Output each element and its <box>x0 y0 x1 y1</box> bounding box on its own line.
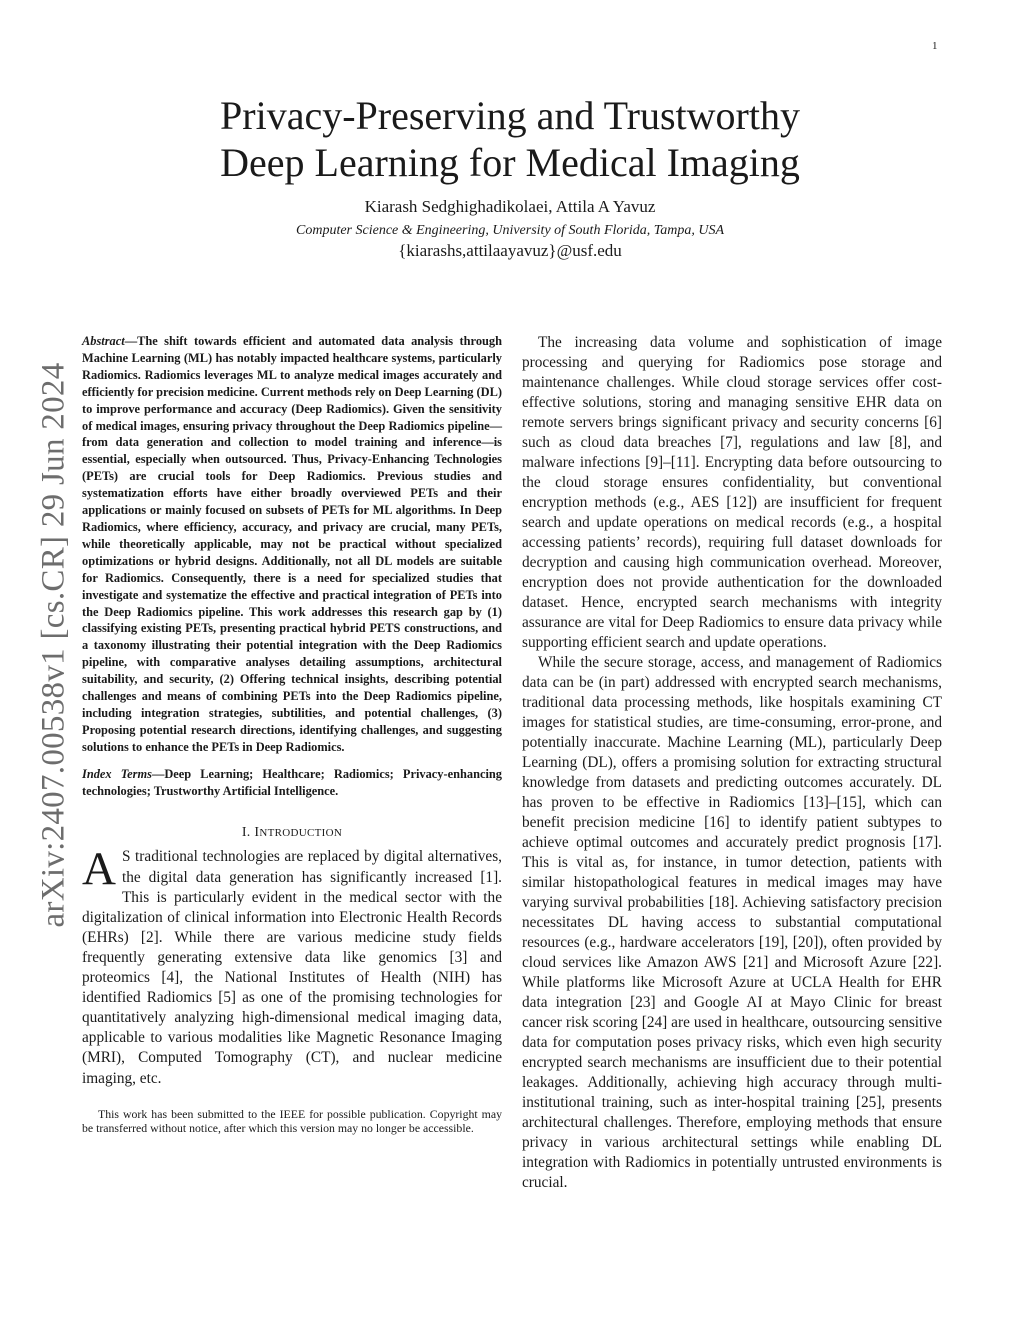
abstract-text: —The shift towards efficient and automated data analysis through Machine Learning (ML) has notably impacted healthcare systems, particularly Radiomics. Radiomics leverages ML to analyze medical images accurately and efficiently for precision medicine. Current methods rely on Deep Learning (DL) to improve performance and accuracy (Deep Radiomics). Given the sensitivity of medical images, ensuring privacy throughout the Deep Radiomics pipeline—from data generation and collection to model training and inference—is essential, especially when outsourced. Thus, Privacy-Enhancing Technologies (PETs) are crucial tools for Deep Radiomics. Previous studies and systematization efforts have either broadly overviewed PETs and their applications or mainly focused on subsets of PETs for ML algorithms. In Deep Radiomics, where efficiency, accuracy, and privacy are crucial, many PETs, while theoretically applicable, may not be practical without specialized optimizations or hybrid designs. Additionally, not all DL models are suitable for Radiomics. Consequently, there is a need for specialized studies that investigate and systematize the effective and practical integration of PETs into the Deep Radiomics pipeline. This work addresses this research gap by (1) classifying existing PETs, presenting practical hybrid PETS constructions, and a taxonomy illustrating their potential integration with the Deep Radiomics pipeline, with comparative analyses detailing assumptions, architectural suitability, and security, (2) Offering technical insights, describing potential challenges and means of combining PETs into the Deep Radiomics pipeline, including integration strategies, subtilities, and potential challenges, (3) Proposing potential research directions, identifying challenges, and suggesting solutions to enhance the PETs in Deep Radiomics. <box>82 334 502 754</box>
section-number: I. <box>241 825 251 841</box>
right-column <box>522 333 942 1193</box>
body-paragraph-2: While the secure storage, access, and management of Radiomics data can be (in part) addressed with encrypted search mechanisms, traditional data processing methods, like hospitals examining CT images for statistical studies, are time-consuming, error-prone, and potentially inaccurate. Machine Learning (ML), particularly Deep Learning (DL), offers a promising solution for extracting structural knowledge from datasets and predicting outcomes accurately. DL has proven to be effective in Radiomics [13]–[15], which can benefit precision medicine [16] to identify patient subtypes to achieve optimal outcomes and accurately predict prognosis [17]. This is vital as, for instance, in tumor detection, patients with similar histopathological features in medical images may have varying survival probabilities [18]. Achieving satisfactory precision necessitates DL having access to substantial computational resources (e.g., hardware accelerators [19], [20]), often provided by cloud services like Amazon AWS [21] and Microsoft Azure [22]. While platforms like Microsoft Azure at UCLA Health for EHR data integration [23] and Google AI at Mayo Clinic for breast cancer risk scoring [24] are used in healthcare, outsourcing sensitive data for computation poses privacy risks, which even high security encrypted search mechanisms are insufficient due to their potential leakages. Additionally, achieving high accuracy through multi-institutional training, such as inter-hospital training [25], presents architectural challenges. Therefore, employing methods that ensure privacy in various architectural settings while enabling DL integration with Radiomics in potentially untrusted environments is crucial. <box>522 654 942 1191</box>
left-column <box>82 333 502 1136</box>
section-heading-introduction <box>82 825 502 841</box>
index-terms-label: Index Terms <box>82 766 152 781</box>
arxiv-identifier-text: arXiv:2407.00538v1 [cs.CR] 29 Jun 2024 <box>35 362 72 928</box>
introduction-text: S traditional technologies are replaced by digital alternatives, the digital data generation has significantly increased [1]. This is particularly evident in the medical sector with the digitalization of clinical information into Electronic Health Records (EHRs) [2]. While there are various medicine study fields frequently generating extensive data like genomics [3] and proteomics [4], the National Institutes of Health (NIH) has identified Radiomics [5] as one of the promising technologies for quantitatively analyzing high-dimensional medical imaging data, applicable to various modalities like Magnetic Resonance Imaging (MRI), Computed Tomography (CT), and nuclear medicine imaging, etc. <box>82 848 502 1087</box>
abstract <box>82 333 502 756</box>
abstract-label: Abstract <box>82 334 125 348</box>
affiliation: Computer Science & Engineering, University of South Florida, Tampa, USA <box>296 223 724 238</box>
footnote: This work has been submitted to the IEEE for possible publication. Copyright may be transferred without notice, after which this version may no longer be accessible. <box>82 1106 502 1136</box>
section-title-first-letter: I <box>254 825 260 841</box>
introduction-paragraph <box>82 843 502 1088</box>
paper-title <box>150 92 870 186</box>
index-terms-text: —Deep Learning; Healthcare; Radiomics; Privacy-enhancing technologies; Trustworthy Artificial Intelligence. <box>82 766 502 798</box>
page-number: 1 <box>932 40 938 52</box>
body-paragraph-1: The increasing data volume and sophistication of image processing and querying for Radiomics pose storage and maintenance challenges. While cloud storage services offer cost-effective solutions, storing and managing sensitive EHR data on remote servers brings significant privacy and security concerns [6] such as cloud data breaches [7], regulations and law [8], and malware infections [9]–[11]. Encrypting data before outsourcing to the cloud storage ensures confidentiality, but conventional encryption methods (e.g., AES [12]) are insufficient for frequent search and update operations on medical records (e.g., a hospital accessing patients’ records), requiring full dataset downloads for decryption and causing high communication overhead. Moreover, encryption does not provide authentication for the downloaded dataset. Hence, encrypted search mechanisms with integrity assurance are vital for Deep Radiomics to ensure data privacy while supporting efficient search and update operations. <box>522 334 942 651</box>
drop-cap: A <box>82 843 116 896</box>
authors: Kiarash Sedghighadikolaei, Attila A Yavuz <box>364 197 656 216</box>
title-line-1: Privacy-Preserving and Trustworthy <box>220 93 800 138</box>
title-line-2: Deep Learning for Medical Imaging <box>220 140 800 185</box>
section-title-rest: NTRODUCTION <box>259 827 343 840</box>
author-emails: {kiarashs,attilaayavuz}@usf.edu <box>398 241 622 260</box>
index-terms <box>82 766 502 800</box>
